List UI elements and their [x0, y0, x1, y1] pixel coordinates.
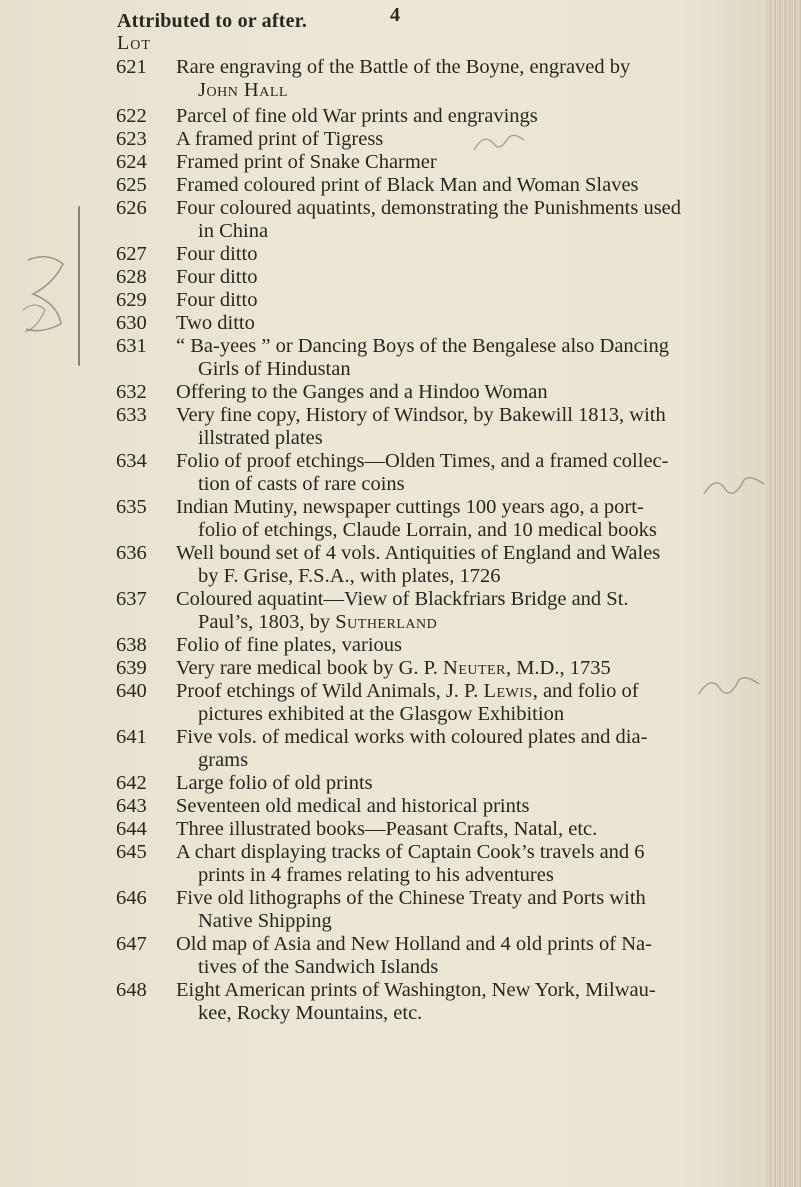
lot-number: 632 — [116, 381, 147, 403]
lot-description: Very rare medical book by G. P. Neuter, M.D., 1735 — [176, 657, 611, 679]
lot-number: 624 — [116, 151, 147, 173]
lot-item — [116, 726, 776, 772]
lot-description: Large folio of old prints — [176, 772, 373, 794]
lot-number: 644 — [116, 818, 147, 840]
lot-description: Five old lithographs of the Chinese Treaty and Ports with Native Shipping — [176, 887, 646, 932]
lot-description: Old map of Asia and New Holland and 4 old prints of Na- tives of the Sandwich Islands — [176, 933, 652, 978]
lot-number: 648 — [116, 979, 147, 1001]
lot-item — [116, 289, 776, 312]
lot-description: Parcel of fine old War prints and engravings — [176, 105, 538, 127]
lot-description: Five vols. of medical works with coloured plates and dia- grams — [176, 726, 648, 771]
lot-item — [116, 772, 776, 795]
lot-number: 625 — [116, 174, 147, 196]
lot-item — [116, 335, 776, 381]
lot-number: 641 — [116, 726, 147, 748]
lot-item — [116, 795, 776, 818]
lot-description: Four ditto — [176, 243, 258, 265]
lot-description: Folio of proof etchings—Olden Times, and a framed collec- tion of casts of rare coins — [176, 450, 669, 495]
lot-item — [116, 634, 776, 657]
lot-description: A framed print of Tigress — [176, 128, 384, 150]
lot-author: Sutherland — [335, 611, 438, 633]
lot-number: 643 — [116, 795, 147, 817]
lot-item — [116, 266, 776, 289]
lot-number: 622 — [116, 105, 147, 127]
lot-item — [116, 128, 776, 151]
lot-description: Indian Mutiny, newspaper cuttings 100 years ago, a port- folio of etchings, Claude Lorrain, and 10 medical books — [176, 496, 657, 541]
lot-description: Framed print of Snake Charmer — [176, 151, 437, 173]
lot-column-heading: Lot — [117, 32, 151, 54]
lot-item — [116, 588, 776, 634]
lot-item — [116, 657, 776, 680]
lot-number: 635 — [116, 496, 147, 518]
lot-author: Neuter — [443, 657, 506, 679]
lot-number: 645 — [116, 841, 147, 863]
lot-description: Eight American prints of Washington, New York, Milwau- kee, Rocky Mountains, etc. — [176, 979, 656, 1024]
lot-description: Offering to the Ganges and a Hindoo Woman — [176, 381, 548, 403]
lot-description: Two ditto — [176, 312, 255, 334]
pencil-mark — [695, 670, 765, 704]
section-header: Attributed to or after. — [117, 10, 308, 32]
pencil-mark — [700, 470, 770, 504]
lot-number: 646 — [116, 887, 147, 909]
lot-item — [116, 151, 776, 174]
lot-number: 621 — [116, 56, 147, 78]
lot-description: Four coloured aquatints, demonstrating the Punishments used in China — [176, 197, 682, 242]
lot-item — [116, 933, 776, 979]
lot-item — [116, 979, 776, 1025]
lot-description: “ Ba-yees ” or Dancing Boys of the Bengalese also Dancing Girls of Hindustan — [176, 335, 669, 380]
lot-item — [116, 105, 776, 128]
lot-description: Four ditto — [176, 289, 258, 311]
lot-description: Three illustrated books—Peasant Crafts, Natal, etc. — [176, 818, 598, 840]
lot-number: 642 — [116, 772, 147, 794]
lot-number: 647 — [116, 933, 147, 955]
lot-number: 626 — [116, 197, 147, 219]
lot-author: Lewis — [483, 680, 533, 702]
lot-number: 634 — [116, 450, 147, 472]
lot-description: Four ditto — [176, 266, 258, 288]
lot-number: 640 — [116, 680, 147, 702]
lot-item — [116, 542, 776, 588]
lot-item — [116, 243, 776, 266]
lot-description: Seventeen old medical and historical prints — [176, 795, 530, 817]
lot-number: 631 — [116, 335, 147, 357]
lot-number: 627 — [116, 243, 147, 265]
page-number: 4 — [390, 4, 400, 26]
lot-description: Coloured aquatint—View of Blackfriars Bridge and St. Paul’s, 1803, by Sutherland — [176, 588, 629, 633]
lot-number: 630 — [116, 312, 147, 334]
lot-item — [116, 312, 776, 335]
lot-item — [116, 174, 776, 197]
lot-description: Framed coloured print of Black Man and Woman Slaves — [176, 174, 639, 196]
lot-item — [116, 818, 776, 841]
lot-description: Well bound set of 4 vols. Antiquities of England and Wales by F. Grise, F.S.A., with plates, 1726 — [176, 542, 661, 587]
lot-description: Rare engraving of the Battle of the Boyne, engraved by John Hall — [176, 56, 776, 102]
lot-number: 636 — [116, 542, 147, 564]
lot-description: Proof etchings of Wild Animals, J. P. Lewis, and folio of pictures exhibited at the Glasgow Exhibition — [176, 680, 639, 725]
lot-item — [116, 56, 776, 102]
lot-item — [116, 496, 776, 542]
lot-item — [116, 887, 776, 933]
pencil-bracket — [78, 206, 80, 366]
lot-number: 628 — [116, 266, 147, 288]
lot-item — [116, 450, 776, 496]
lot-item — [116, 197, 776, 243]
lot-item — [116, 381, 776, 404]
lot-item — [116, 404, 776, 450]
lot-description: Folio of fine plates, various — [176, 634, 403, 656]
lot-description: A chart displaying tracks of Captain Cook’s travels and 6 prints in 4 frames relating to his adventures — [176, 841, 645, 886]
lot-number: 638 — [116, 634, 147, 656]
lot-item — [116, 841, 776, 887]
lot-number: 637 — [116, 588, 147, 610]
lot-description: Very fine copy, History of Windsor, by Bakewill 1813, with illstrated plates — [176, 404, 666, 449]
lot-number: 633 — [116, 404, 147, 426]
lot-number: 629 — [116, 289, 147, 311]
lot-number: 623 — [116, 128, 147, 150]
lot-author: John Hall — [198, 79, 288, 101]
lot-item — [116, 680, 776, 726]
lot-number: 639 — [116, 657, 147, 679]
pencil-mark — [470, 130, 530, 160]
